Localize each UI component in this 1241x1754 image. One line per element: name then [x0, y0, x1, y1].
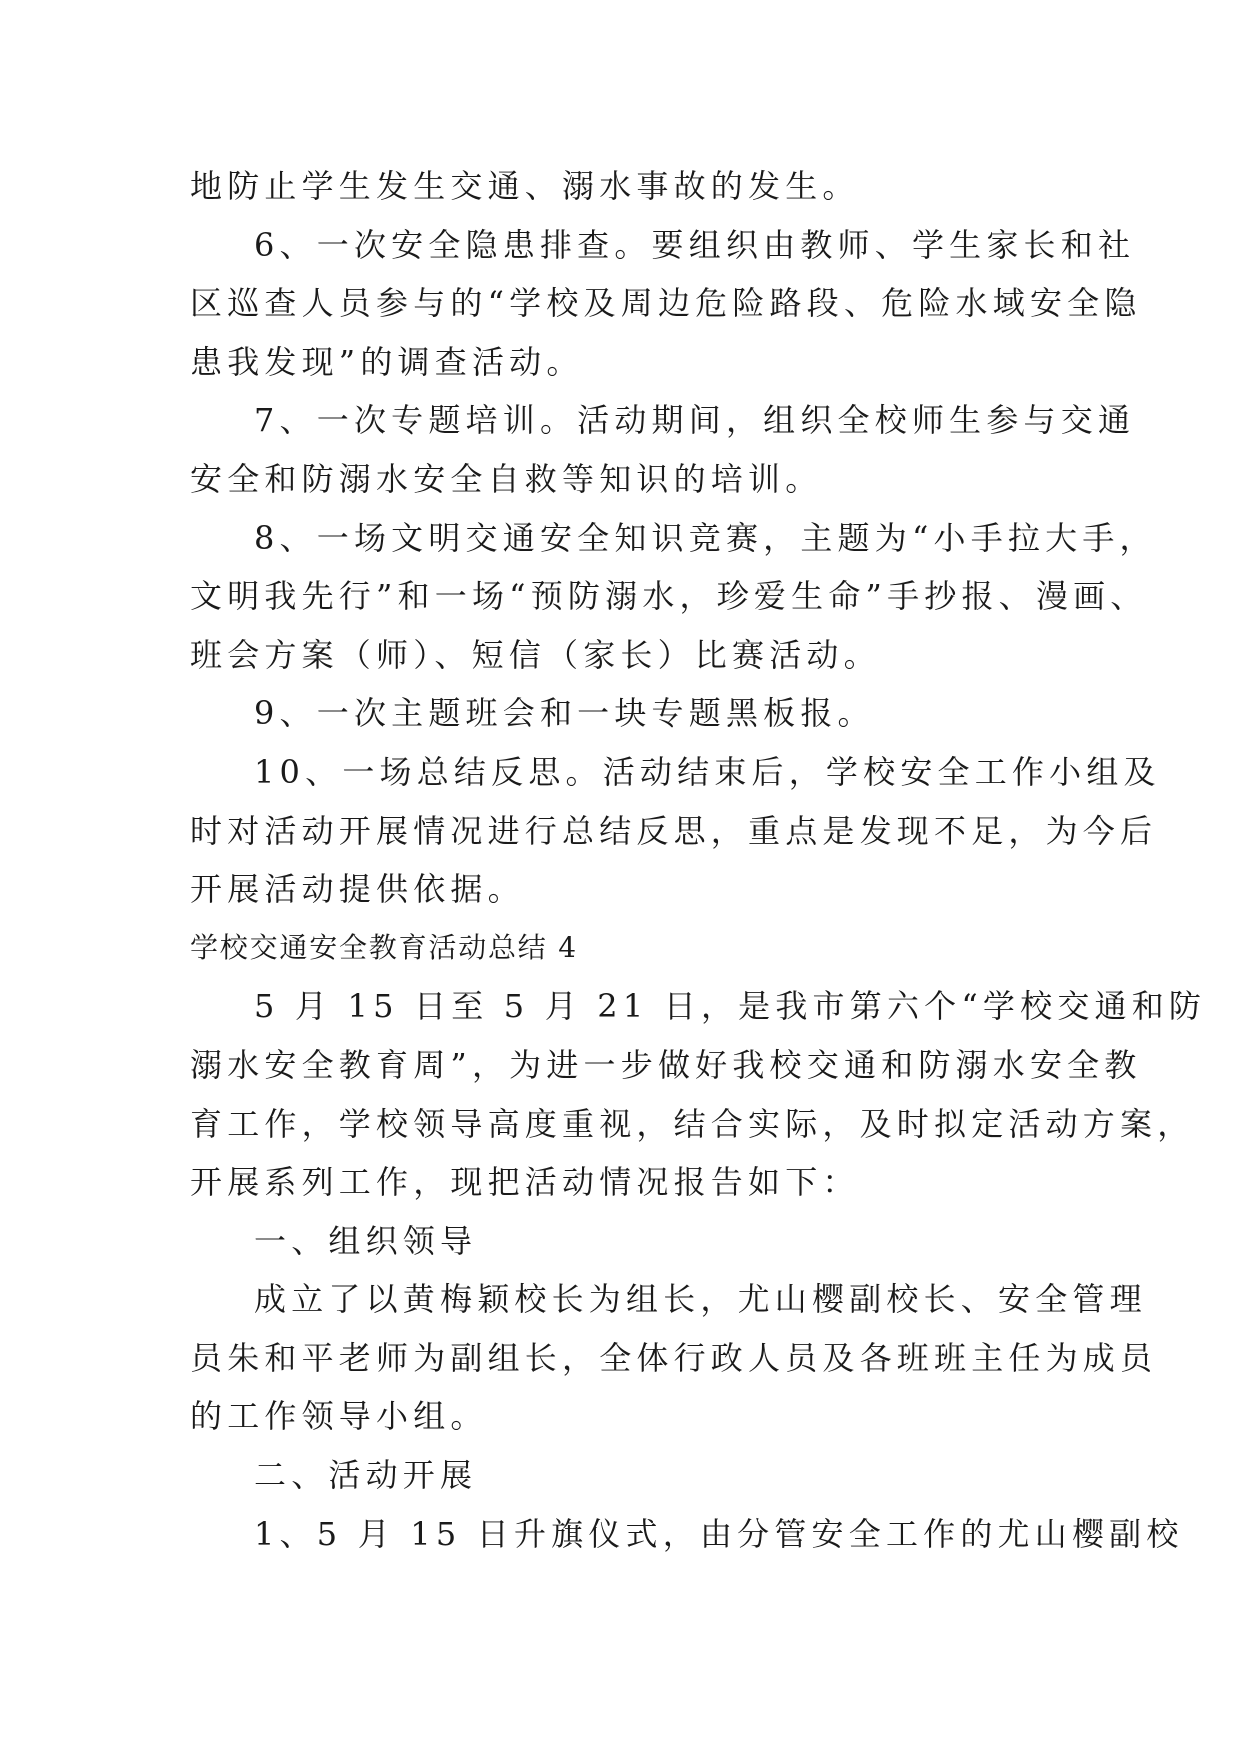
- text-line: 时对活动开展情况进行总结反思，重点是发现不足，为今后: [190, 811, 1158, 850]
- text-line: 文明我先行”和一场“预防溺水，珍爱生命”手抄报、漫画、: [190, 577, 1148, 616]
- text-line: 1、5 月 15 日升旗仪式，由分管安全工作的尤山樱副校: [254, 1514, 1184, 1553]
- text-line: 10、一场总结反思。活动结束后，学校安全工作小组及: [254, 752, 1161, 791]
- text-line: 区巡查人员参与的“学校及周边危险路段、危险水域安全隐: [190, 284, 1142, 323]
- subheading: 二、活动开展: [254, 1456, 478, 1495]
- text-line: 9、一次主题班会和一块专题黑板报。: [254, 694, 875, 733]
- text-line: 班会方案（师）、短信（家长）比赛活动。: [190, 635, 881, 674]
- text-line: 地防止学生发生交通、溺水事故的发生。: [190, 167, 860, 205]
- text-line: 6、一次安全隐患排查。要组织由教师、学生家长和社: [254, 225, 1136, 264]
- text-line: 成立了以黄梅颖校长为组长，尤山樱副校长、安全管理: [254, 1280, 1147, 1319]
- section-heading: 学校交通安全教育活动总结 4: [190, 930, 578, 964]
- text-line: 7、一次专题培训。活动期间，组织全校师生参与交通: [254, 401, 1136, 440]
- text-line: 溺水安全教育周”，为进一步做好我校交通和防溺水安全教: [190, 1045, 1142, 1084]
- text-line: 育工作，学校领导高度重视，结合实际，及时拟定活动方案，: [190, 1104, 1195, 1143]
- text-line: 开展系列工作，现把活动情况报告如下：: [190, 1163, 860, 1202]
- text-line: 开展活动提供依据。: [190, 870, 525, 909]
- document-body: [190, 157, 1207, 1563]
- text-line: 员朱和平老师为副组长，全体行政人员及各班班主任为成员: [190, 1338, 1158, 1377]
- text-line: 5 月 15 日至 5 月 21 日，是我市第六个“学校交通和防: [254, 987, 1207, 1026]
- text-line: 的工作领导小组。: [190, 1397, 488, 1436]
- text-line: 患我发现”的调查活动。: [190, 342, 584, 381]
- text-line: 8、一场文明交通安全知识竞赛，主题为“小手拉大手，: [254, 518, 1157, 557]
- subheading: 一、组织领导: [254, 1221, 478, 1260]
- text-line: 安全和防溺水安全自救等知识的培训。: [190, 459, 823, 498]
